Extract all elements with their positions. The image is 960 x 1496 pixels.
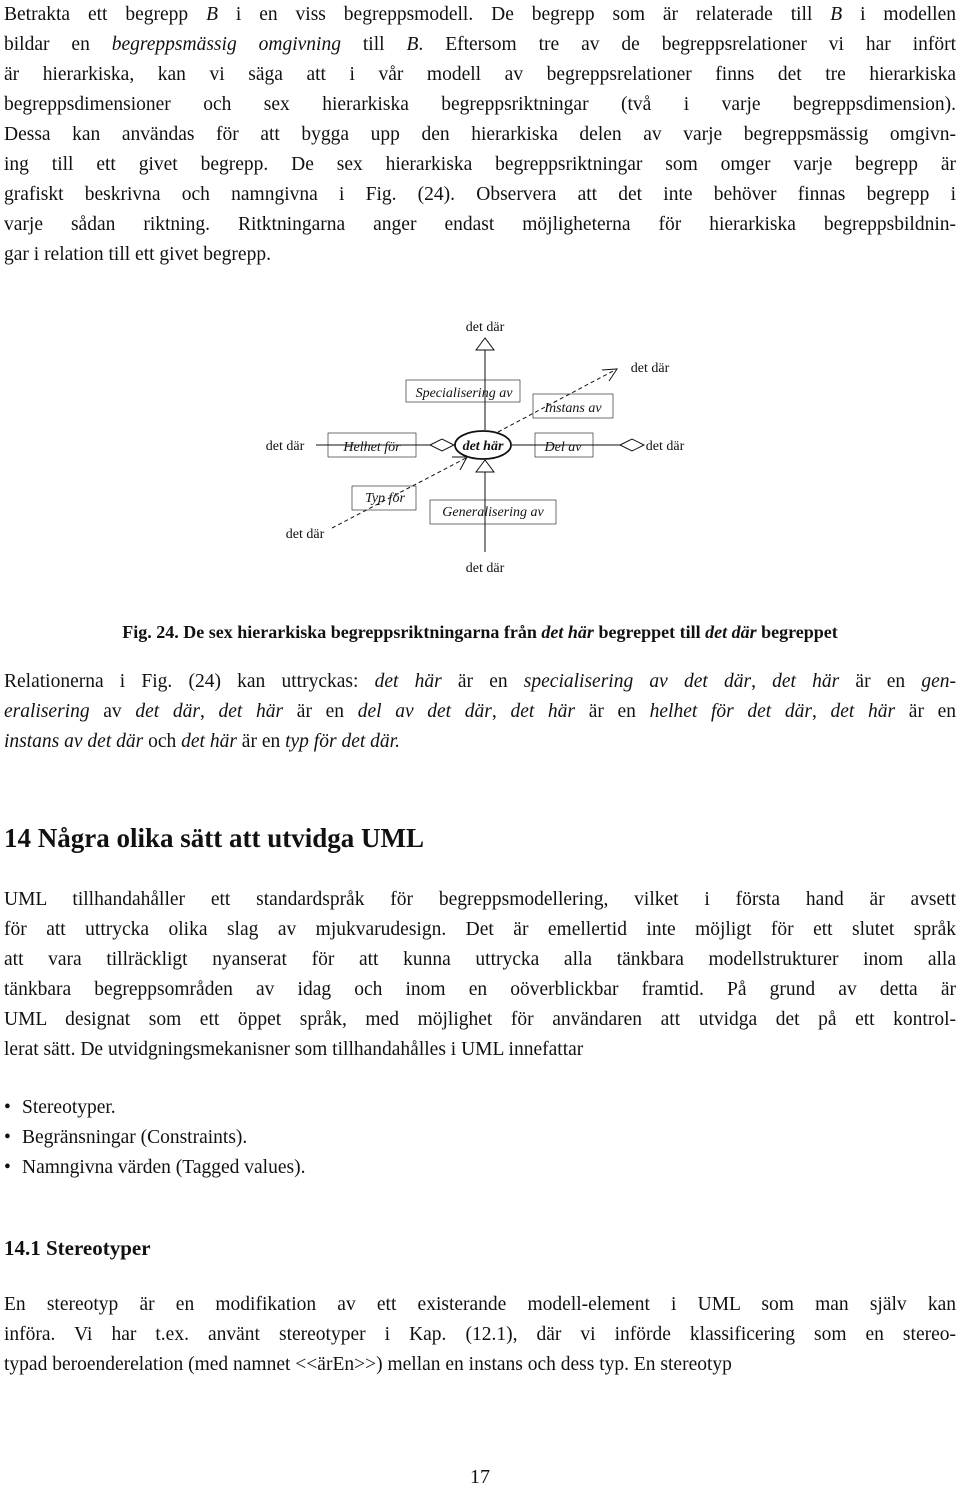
text-run: bildar en [4,34,112,55]
text-run: typ för det där. [285,731,400,752]
text-line [4,30,956,60]
text-run: B [830,4,843,25]
top-right-concept-label: det där [630,361,670,376]
text-run: att vara tillräckligt nyanserat för att kunna uttrycka alla tänkbara modellstrukturer inom alla [4,949,956,970]
text-run: , [491,701,511,722]
text-run: eralisering [4,701,90,722]
figure-caption [0,622,960,643]
specialisering-arrowhead [476,338,494,350]
list-item: • Namngivna värden (Tagged values). [4,1153,305,1183]
text-line [4,1350,956,1380]
text-run: är en [895,701,957,722]
text-run: UML tillhandahåller ett standardspråk för begreppsmodellering, vilket i första hand är avsett [4,889,956,910]
text-run: i modellen [842,4,956,25]
text-run: det här [374,671,442,692]
text-line [4,697,956,727]
concept-directions-diagram [0,300,960,620]
text-line [4,210,956,240]
text-line [4,915,956,945]
text-line [4,667,956,697]
text-run: Dessa kan användas för att bygga upp den hierarkiska delen av varje begreppsmässig omgivn- [4,124,956,145]
text-line [4,1320,956,1350]
uml-paragraph [4,885,956,1065]
text-line [4,150,956,180]
caption-suffix: begreppet [756,622,838,642]
text-line [4,0,956,30]
page-number: 17 [470,1466,490,1488]
section-heading: 14 Några olika sätt att utvidga UML [4,823,424,853]
text-line [4,90,956,120]
helhet-label: Helhet för [343,440,401,455]
helhet-diamond [430,439,454,451]
text-run: , [199,701,219,722]
caption-that: det där [705,622,757,642]
center-concept-label: det här [462,439,504,454]
text-line [4,975,956,1005]
text-run: är hierarkiska, kan vi säga att i vår modell av begreppsrelationer finns det tre hierarkiska [4,64,956,85]
list-item: • Stereotyper. [4,1093,305,1123]
text-line [4,1035,956,1065]
text-run: av [89,701,136,722]
typ-label: Typ för [365,491,405,506]
text-run: är en [575,701,650,722]
text-line [4,1290,956,1320]
intro-paragraph [4,0,956,270]
text-run: det här [830,701,896,722]
text-run: instans av det där [4,731,144,752]
text-run: i en viss begreppsmodell. De begrepp som är relaterade till [218,4,831,25]
bottom-concept-label: det där [465,561,505,576]
text-line [4,60,956,90]
text-run: . Eftersom tre av de begreppsrelationer vi har infört [418,34,957,55]
text-run: del av det där [357,701,492,722]
text-run: är en [839,671,922,692]
text-run: UML designat som ett öppet språk, med möjlighet för användaren att utvidga det på ett kontrol- [4,1009,956,1030]
top-concept-label: det där [465,320,505,335]
text-run: det här [772,671,840,692]
relations-paragraph [4,667,956,757]
text-line [4,1005,956,1035]
specialisering-label: Specialisering av [415,386,513,401]
text-run: införa. Vi har t.ex. använt stereotyper i Kap. (12.1), där vi införde klassificering som en stereo- [4,1324,956,1345]
text-run: Relationerna i Fig. (24) kan uttryckas: [4,671,375,692]
caption-mid: begreppet till [593,622,706,642]
text-line [4,120,956,150]
text-run: är en [283,701,358,722]
text-run: B [206,4,218,25]
text-run: till [340,34,407,55]
text-run: det här [510,701,576,722]
text-run: En stereotyp är en modifikation av ett existerande modell-element i UML som man själv kan [4,1294,956,1315]
caption-this: det här [541,622,594,642]
text-line [4,945,956,975]
text-run: specialisering av det där [523,671,752,692]
text-run: , [811,701,831,722]
bottom-left-concept-label: det där [285,527,325,542]
text-run: helhet för det där [649,701,812,722]
text-run: Betrakta ett begrepp [4,4,207,25]
del-label: Del av [544,440,582,455]
list-item: • Begränsningar (Constraints). [4,1123,305,1153]
text-run: begreppsdimensioner och sex hierarkiska begreppsriktningar (två i varje begreppsdimension). [4,94,956,115]
text-line [4,240,956,270]
text-run: B [406,34,419,55]
left-concept-label: det där [265,439,305,454]
text-run: och [143,731,182,752]
generalisering-arrowhead [476,460,494,472]
text-line [4,885,956,915]
text-line [4,727,956,757]
text-run: gen- [921,671,957,692]
text-run: för att uttrycka olika slag av mjukvarudesign. Det är emellertid inte möjligt för ett slutet språk [4,919,956,940]
text-run: är en [236,731,286,752]
text-run: lerat sätt. De utvidgningsmekanisner som tillhandahålles i UML innefattar [4,1039,584,1060]
text-run: tänkbara begreppsområden av idag och inom en oöverblickbar framtid. På grund av detta är [4,979,956,1000]
del-diamond [620,439,644,451]
text-run: gar i relation till ett givet begrepp. [4,244,271,265]
text-run: ing till ett givet begrepp. De sex hierarkiska begreppsriktningar som omger varje begrepp är [4,154,956,175]
caption-prefix: Fig. 24. De sex hierarkiska begreppsriktningarna från [122,622,542,642]
generalisering-label: Generalisering av [442,505,544,520]
instans-arrowhead [602,369,617,381]
text-run: det här [181,731,237,752]
text-run: grafiskt beskrivna och namngivna i Fig. (24). Observera att det inte behöver finnas begrepp i [4,184,956,205]
extension-list [4,1093,305,1183]
text-run: typad beroenderelation (med namnet <<ärEn>>) mellan en instans och dess typ. En stereotyp [4,1354,732,1375]
text-run: , [751,671,773,692]
subsection-heading: 14.1 Stereotyper [4,1236,151,1260]
text-run: det där [135,701,200,722]
text-run: begreppsmässig omgivning [111,34,341,55]
text-run: är en [441,671,524,692]
text-run: varje sådan riktning. Ritktningarna anger endast möjligheterna för hierarkiska begreppsbildnin- [4,214,956,235]
text-line [4,180,956,210]
stereotype-paragraph [4,1290,956,1380]
instans-label: Instans av [544,401,602,416]
right-concept-label: det där [645,439,685,454]
text-run: det här [218,701,284,722]
